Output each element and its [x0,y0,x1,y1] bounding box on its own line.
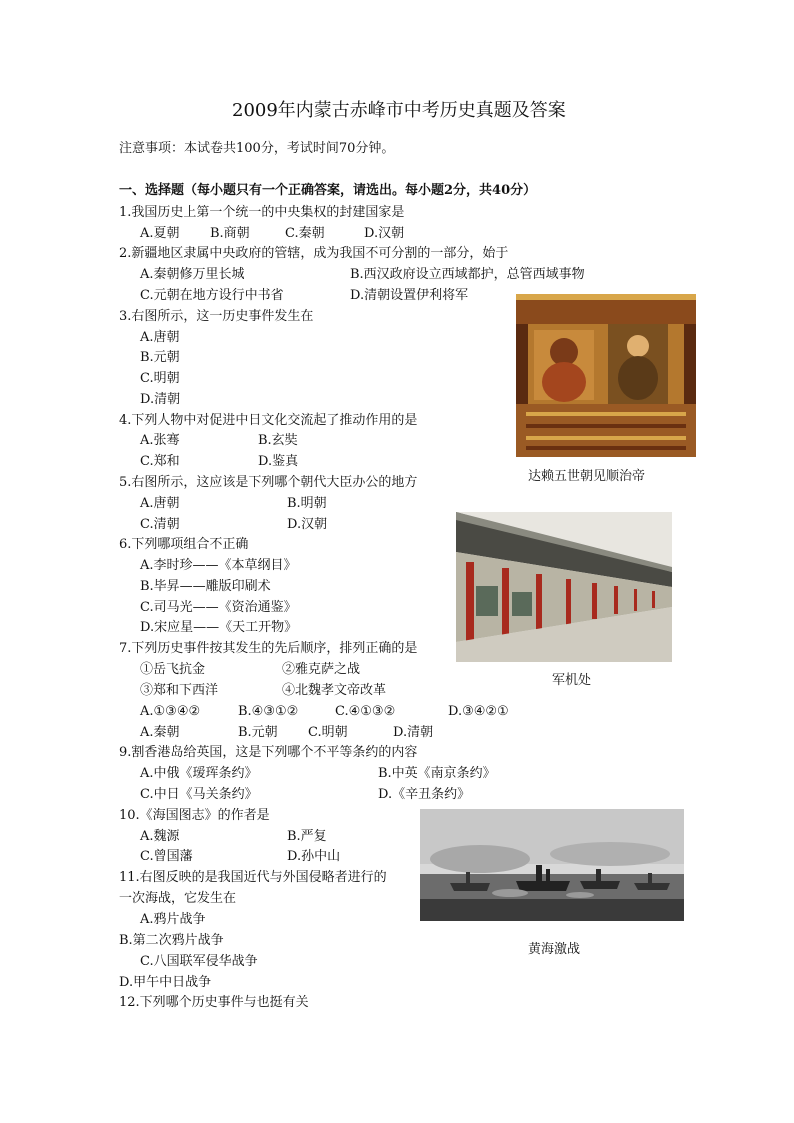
question-3: 3.右图所示，这一历史事件发生在 [119,309,314,324]
junjichu-caption: 军机处 [552,673,592,688]
option: D.清朝 [393,725,434,740]
option: B.元朝 [238,725,278,740]
option: B.毕昇——雕版印刷术 [140,579,271,594]
option: A.秦朝修万里长城 [140,267,245,282]
option: B.严复 [287,829,327,844]
option: D.孙中山 [287,849,341,864]
option: B.④③①② [238,704,299,719]
event-item: ③郑和下西洋 [140,683,219,698]
option: C.明朝 [140,371,180,386]
option: A.唐朝 [140,330,180,345]
option: C.郑和 [140,454,180,469]
option: A.李时珍——《本草纲目》 [140,558,297,573]
option: B.明朝 [287,496,327,511]
event-item: ①岳飞抗金 [140,662,206,677]
option: D.汉朝 [364,226,405,241]
option: C.司马光——《资治通鉴》 [140,600,297,615]
option: B.中英《南京条约》 [378,766,496,781]
option: D.汉朝 [287,517,328,532]
exam-note: 注意事项：本试卷共100分，考试时间70分钟。 [119,141,395,156]
option: D.宋应星——《天工开物》 [140,620,298,635]
option: D.《辛丑条约》 [378,787,471,802]
option: C.曾国藩 [140,849,193,864]
option: A.唐朝 [140,496,180,511]
event-item: ④北魏孝文帝改革 [282,683,387,698]
question-12: 12.下列哪个历史事件与也挺有关 [119,995,309,1010]
option: B.西汉政府设立西域都护，总管西域事物 [350,267,585,282]
option: C.明朝 [308,725,348,740]
option: A.鸦片战争 [140,912,206,927]
option: A.秦朝 [140,725,180,740]
option: D.清朝 [140,392,181,407]
option: B.玄奘 [258,433,298,448]
question-11-cont: 一次海战，它发生在 [119,891,237,906]
section-heading: 一、选择题（每小题只有一个正确答案，请选出。每小题2分，共40分） [119,183,537,198]
huanghai-caption: 黄海激战 [528,942,581,957]
option: D.③④②① [448,704,509,719]
option: C.八国联军侵华战争 [140,954,258,969]
option: C.秦朝 [285,226,325,241]
question-9: 9.割香港岛给英国，这是下列哪个不平等条约的内容 [119,745,418,760]
option: A.张骞 [140,433,180,448]
option: A.魏源 [140,829,180,844]
option: C.元朝在地方设行中书省 [140,288,284,303]
dalai-caption: 达赖五世朝见顺治帝 [528,469,646,484]
question-11: 11.右图反映的是我国近代与外国侵略者进行的 [119,870,387,885]
question-6: 6.下列哪项组合不正确 [119,537,249,552]
event-item: ②雅克萨之战 [282,662,361,677]
question-5: 5.右图所示，这应该是下列哪个朝代大臣办公的地方 [119,475,418,490]
option: B.第二次鸦片战争 [119,933,224,948]
question-7: 7.下列历史事件按其发生的先后顺序，排列正确的是 [119,641,418,656]
dalai-mural-image [516,294,696,457]
yellow-sea-battle-image [420,809,684,921]
option: D.清朝设置伊利将军 [350,288,469,303]
question-1: 1.我国历史上第一个统一的中央集权的封建国家是 [119,205,405,220]
option: C.④①③② [335,704,396,719]
option: A.①③④② [140,704,201,719]
question-10: 10.《海国图志》的作者是 [119,808,270,823]
question-2: 2.新疆地区隶属中央政府的管辖，成为我国不可分割的一部分，始于 [119,246,509,261]
option: B.商朝 [210,226,250,241]
question-4: 4.下列人物中对促进中日文化交流起了推动作用的是 [119,413,418,428]
option: D.鉴真 [258,454,299,469]
junjichu-image [456,512,672,662]
option: D.甲午中日战争 [119,975,212,990]
page-title: 2009年内蒙古赤峰市中考历史真题及答案 [232,100,566,121]
option: A.夏朝 [140,226,180,241]
option: B.元朝 [140,350,180,365]
option: C.清朝 [140,517,180,532]
option: C.中日《马关条约》 [140,787,258,802]
option: A.中俄《瑷珲条约》 [140,766,258,781]
